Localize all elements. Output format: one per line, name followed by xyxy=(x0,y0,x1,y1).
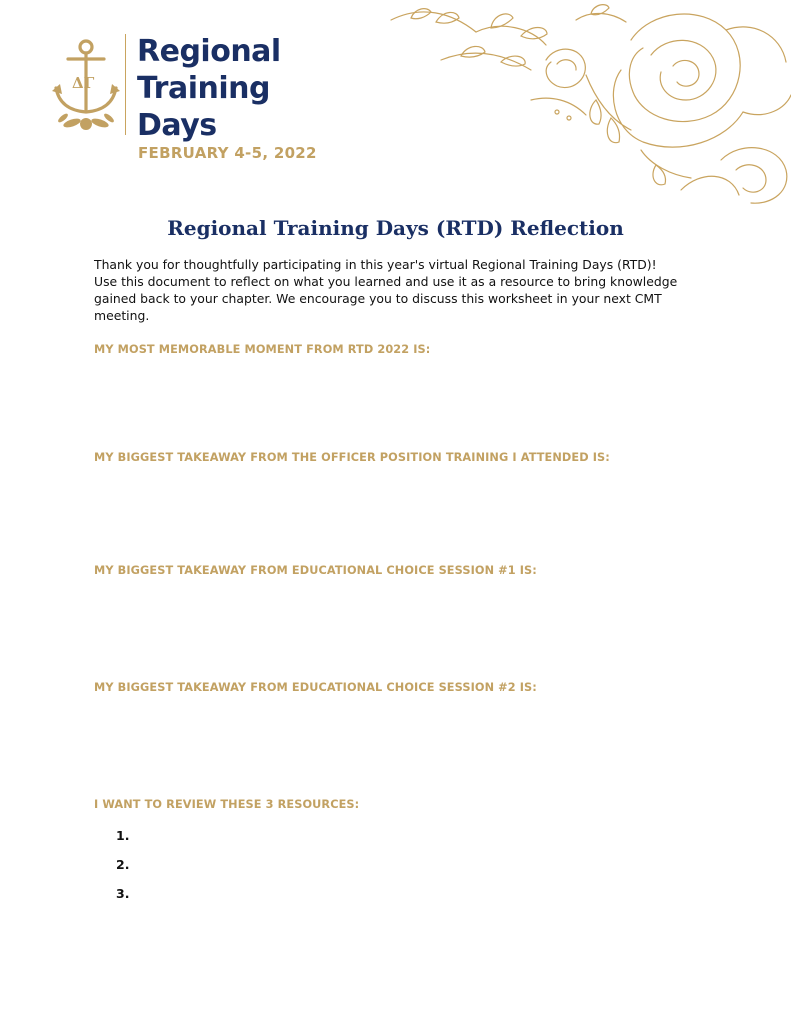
answer-area-session-2[interactable] xyxy=(94,700,694,780)
document-title: Regional Training Days (RTD) Reflection xyxy=(167,216,624,240)
resource-number: 1. xyxy=(116,828,130,843)
anchor-icon xyxy=(50,38,122,134)
resource-number: 2. xyxy=(116,857,130,872)
logo-divider xyxy=(125,34,126,135)
resource-item-1[interactable] xyxy=(116,828,516,850)
resource-item-3[interactable] xyxy=(116,886,516,908)
resource-item-2[interactable] xyxy=(116,857,516,879)
logo-line-1: Regional xyxy=(137,34,281,69)
prompt-memorable-moment: MY MOST MEMORABLE MOMENT FROM RTD 2022 IS: xyxy=(94,343,431,356)
answer-area-memorable-moment[interactable] xyxy=(94,362,694,442)
intro-paragraph: Thank you for thoughtfully participating in this year's virtual Regional Training Days (RTD)! Use this document to reflect on what you learned and use it as a resource to bring knowledge gained back to your chapter. We encourage you to discuss this worksheet in your next CMT meeting. xyxy=(94,257,678,323)
event-date: FEBRUARY 4-5, 2022 xyxy=(138,144,317,162)
prompt-officer-training: MY BIGGEST TAKEAWAY FROM THE OFFICER POSITION TRAINING I ATTENDED IS: xyxy=(94,451,610,464)
resource-number: 3. xyxy=(116,886,130,901)
prompt-session-1: MY BIGGEST TAKEAWAY FROM EDUCATIONAL CHOICE SESSION #1 IS: xyxy=(94,564,537,577)
answer-area-officer-training[interactable] xyxy=(94,470,694,550)
prompt-session-2: MY BIGGEST TAKEAWAY FROM EDUCATIONAL CHOICE SESSION #2 IS: xyxy=(94,681,537,694)
logo-line-2: Training xyxy=(137,71,270,106)
answer-area-session-1[interactable] xyxy=(94,583,694,663)
prompt-resources: I WANT TO REVIEW THESE 3 RESOURCES: xyxy=(94,798,360,811)
logo-greek-letters: ΔΓ xyxy=(72,74,95,92)
floral-decoration xyxy=(381,0,791,205)
logo-line-3: Days xyxy=(137,108,217,143)
logo-wordmark xyxy=(137,33,281,144)
